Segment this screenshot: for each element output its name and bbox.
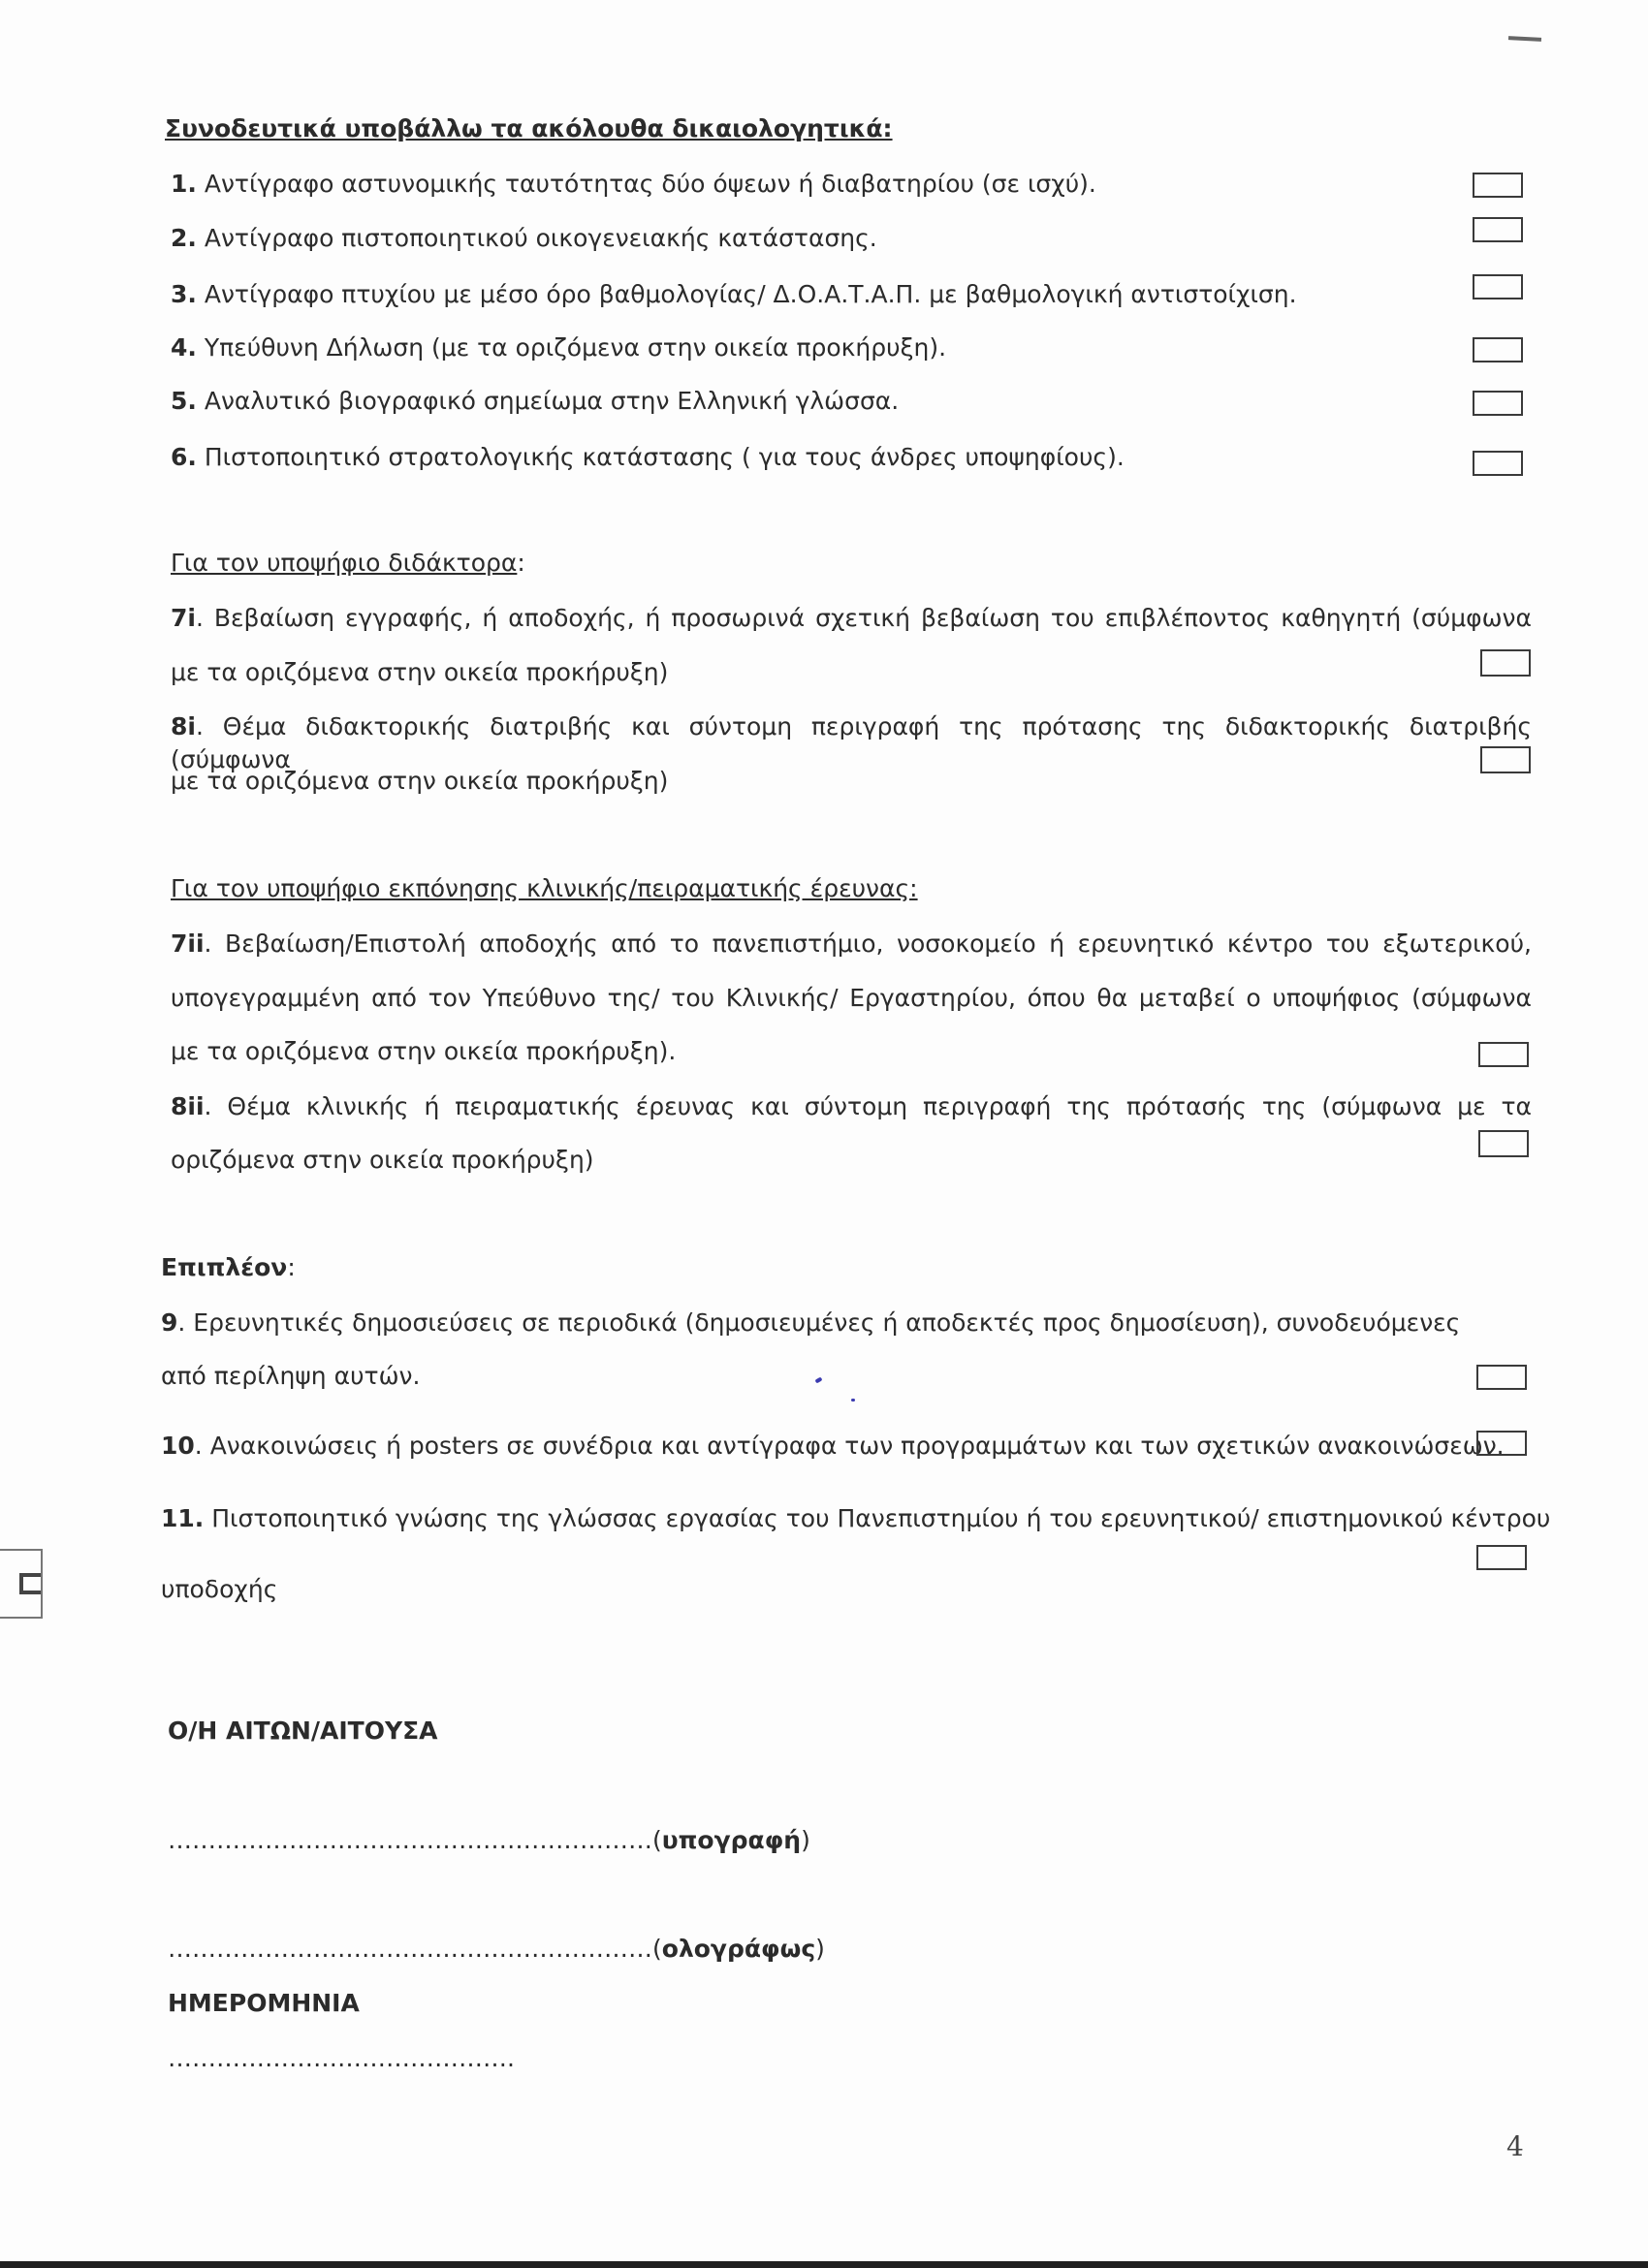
research-item-8ii-line1: 8ii. Θέμα κλινικής ή πειραματικής έρευνας και σύντομη περιγραφή της πρότασής της (σύμφωνα με τα <box>171 1092 1532 1120</box>
research-item-7ii-line3: με τα οριζόμενα στην οικεία προκήρυξη). <box>171 1037 677 1065</box>
page-number: 4 <box>1506 2130 1524 2162</box>
doctoral-heading: Για τον υποψήφιο διδάκτορα: <box>171 549 525 577</box>
additional-heading: Επιπλέον: <box>161 1253 296 1281</box>
fullname-dots: …………………………………………………… <box>168 1935 652 1963</box>
checkbox-document-2[interactable] <box>1473 217 1523 242</box>
checkbox-research-7ii[interactable] <box>1478 1042 1529 1067</box>
checkbox-document-1[interactable] <box>1473 173 1523 198</box>
checkbox-doctoral-7i[interactable] <box>1480 649 1531 677</box>
document-item-6: 6. Πιστοποιητικό στρατολογικής κατάστασης ( για τους άνδρες υποψηφίους). <box>171 443 1125 471</box>
additional-item-9-line1: 9. Ερευνητικές δημοσιεύσεις σε περιοδικά (δημοσιευμένες ή αποδεκτές προς δημοσίευση), συνοδευόμενες <box>161 1308 1461 1337</box>
document-item-3: 3. Αντίγραφο πτυχίου με μέσο όρο βαθμολογίας/ Δ.Ο.Α.Τ.Α.Π. με βαθμολογική αντιστοίχιση. <box>171 280 1297 308</box>
research-item-7ii-line1: 7ii. Βεβαίωση/Επιστολή αποδοχής από το πανεπιστήμιο, νοσοκομείο ή ερευνητικό κέντρο του εξωτερικού, <box>171 929 1532 958</box>
scan-bottom-edge <box>0 2261 1648 2268</box>
additional-item-11-line2: υποδοχής <box>161 1575 278 1603</box>
doctoral-item-8i-line1: 8i. Θέμα διδακτορικής διατριβής και σύντομη περιγραφή της πρότασης της διδακτορικής διατριβής (σύμφωνα <box>171 712 1532 773</box>
signature-dots: …………………………………………………… <box>168 1826 652 1854</box>
checkbox-document-5[interactable] <box>1473 391 1523 416</box>
research-item-8ii-line2: οριζόμενα στην οικεία προκήρυξη) <box>171 1146 594 1174</box>
document-item-4: 4. Υπεύθυνη Δήλωση (με τα οριζόμενα στην οικεία προκήρυξη). <box>171 333 947 362</box>
checkbox-document-3[interactable] <box>1473 274 1523 299</box>
signature-line: ……………………………………………………(υπογραφή) <box>168 1826 810 1854</box>
research-item-7ii-line2: υπογεγραμμένη από τον Υπεύθυνο της/ του Κλινικής/ Εργαστηρίου, όπου θα μεταβεί ο υποψήφιος (σύμφωνα <box>171 984 1532 1012</box>
scan-mark-top-right <box>1508 36 1541 42</box>
fullname-line: ……………………………………………………(ολογράφως) <box>168 1935 825 1963</box>
additional-item-11-line1: 11. Πιστοποιητικό γνώσης της γλώσσας εργασίας του Πανεπιστημίου ή του ερευνητικού/ επιστημονικού κέντρου <box>161 1504 1551 1532</box>
additional-item-9-line2: από περίληψη αυτών. <box>161 1362 421 1390</box>
document-item-1: 1. Αντίγραφο αστυνομικής ταυτότητας δύο όψεων ή διαβατηρίου (σε ισχύ). <box>171 170 1096 198</box>
checkbox-additional-9[interactable] <box>1476 1365 1527 1390</box>
doctoral-item-7i-line1: 7i. Βεβαίωση εγγραφής, ή αποδοχής, ή προσωρινά σχετική βεβαίωση του επιβλέποντος καθηγητή (σύμφωνα <box>171 604 1532 632</box>
checkbox-research-8ii[interactable] <box>1478 1130 1529 1157</box>
research-heading: Για τον υποψήφιο εκπόνησης κλινικής/πειραματικής έρευνας: <box>171 874 918 902</box>
doctoral-item-8i-line2: με τα οριζόμενα στην οικεία προκήρυξη) <box>171 767 669 795</box>
checkbox-doctoral-8i[interactable] <box>1480 746 1531 773</box>
scan-mark-left-binder-inner <box>19 1573 41 1594</box>
ink-dot <box>851 1399 855 1402</box>
ink-mark <box>814 1377 822 1384</box>
date-label: ΗΜΕΡΟΜΗΝΙΑ <box>168 1989 360 2017</box>
checkbox-document-4[interactable] <box>1473 337 1523 362</box>
applicant-label: Ο/Η ΑΙΤΩΝ/ΑΙΤΟΥΣΑ <box>168 1717 438 1745</box>
additional-item-10: 10. Ανακοινώσεις ή posters σε συνέδρια και αντίγραφα των προγραμμάτων και των σχετικών ανακοινώσεων. <box>161 1432 1505 1460</box>
documents-heading: Συνοδευτικά υποβάλλω τα ακόλουθα δικαιολογητικά: <box>165 114 893 142</box>
checkbox-additional-11[interactable] <box>1476 1545 1527 1570</box>
checkbox-document-6[interactable] <box>1473 451 1523 476</box>
checkbox-additional-10[interactable] <box>1476 1431 1527 1456</box>
document-item-5: 5. Αναλυτικό βιογραφικό σημείωμα στην Ελληνική γλώσσα. <box>171 387 900 415</box>
doctoral-item-7i-line2: με τα οριζόμενα στην οικεία προκήρυξη) <box>171 658 669 686</box>
document-item-2: 2. Αντίγραφο πιστοποιητικού οικογενειακής κατάστασης. <box>171 224 877 252</box>
date-dots: ……………………………………. <box>168 2044 515 2072</box>
